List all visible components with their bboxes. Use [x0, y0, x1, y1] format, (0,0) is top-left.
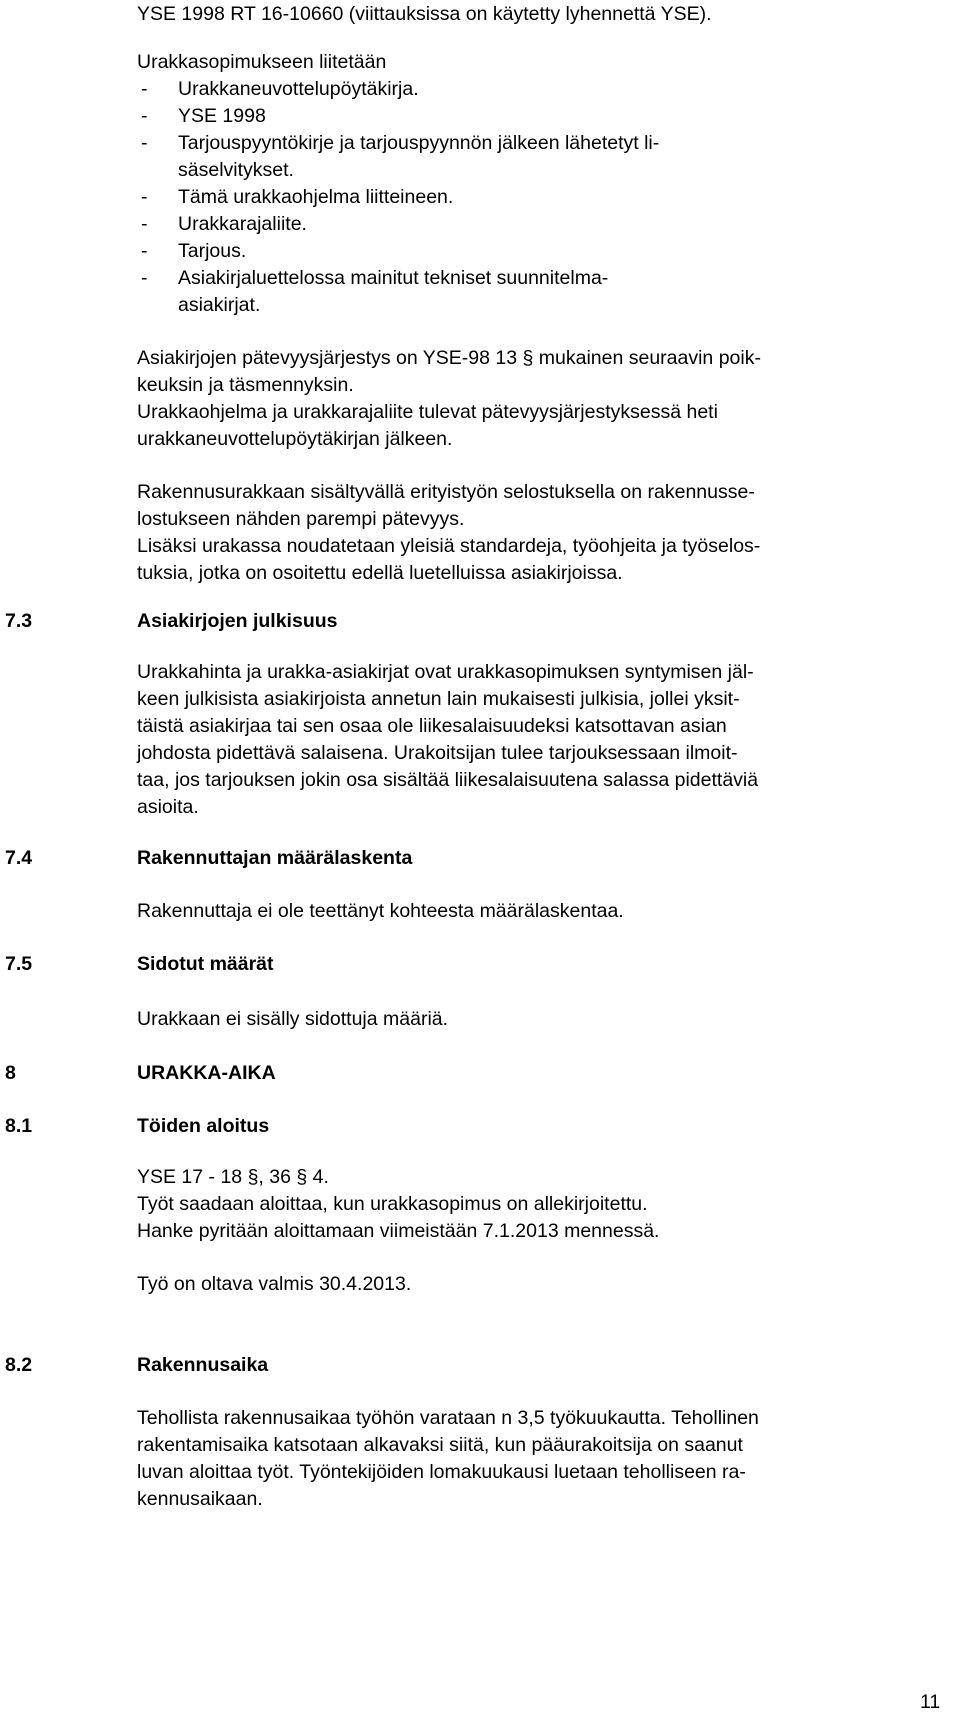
attachments-lead: Urakkasopimukseen liitetään	[137, 51, 387, 73]
list-item: Tarjous.	[178, 240, 247, 262]
section-7-3-line: Urakkahinta ja urakka-asiakirjat ovat urakkasopimuksen syntymisen jäl-	[137, 661, 754, 683]
section-8-1-number: 8.1	[5, 1115, 33, 1137]
section-8-1-line: Hanke pyritään aloittamaan viimeistään 7.1.2013 mennessä.	[137, 1220, 660, 1242]
list-dash: -	[141, 186, 148, 208]
list-dash: -	[141, 105, 148, 127]
list-item: Urakkaneuvottelupöytäkirja.	[178, 78, 419, 100]
validity-para1-line2: keuksin ja täsmennyksin.	[137, 374, 354, 396]
section-7-5-heading: Sidotut määrät	[137, 953, 274, 975]
list-item: Tämä urakkaohjelma liitteineen.	[178, 186, 454, 208]
list-dash: -	[141, 132, 148, 154]
validity-para2-line1: Urakkaohjelma ja urakkarajaliite tulevat pätevyysjärjestyksessä heti	[137, 401, 718, 423]
intro-reference: YSE 1998 RT 16-10660 (viittauksissa on käytetty lyhennettä YSE).	[137, 3, 712, 25]
section-7-4-text: Rakennuttaja ei ole teettänyt kohteesta määrälaskentaa.	[137, 900, 624, 922]
list-item-continuation: asiakirjat.	[178, 294, 261, 316]
list-item: YSE 1998	[178, 105, 266, 127]
section-8-number: 8	[5, 1062, 16, 1084]
section-7-5-number: 7.5	[5, 953, 33, 975]
list-item: Tarjouspyyntökirje ja tarjouspyynnön jälkeen lähetetyt li-	[178, 132, 660, 154]
section-7-3-line: keen julkisista asiakirjoista annetun lain mukaisesti julkisia, jollei yksit-	[137, 688, 740, 710]
section-7-4-number: 7.4	[5, 847, 33, 869]
section-8-2-line: luvan aloittaa työt. Työntekijöiden lomakuukausi luetaan teholliseen ra-	[137, 1461, 746, 1483]
section-8-1-line: Työt saadaan aloittaa, kun urakkasopimus on allekirjoitettu.	[137, 1193, 648, 1215]
section-7-3-line: taa, jos tarjouksen jokin osa sisältää liikesalaisuutena salassa pidettäviä	[137, 769, 759, 791]
list-dash: -	[141, 78, 148, 100]
validity-para4-line2: tuksia, jotka on osoitettu edellä luetelluissa asiakirjoissa.	[137, 562, 623, 584]
section-7-3-number: 7.3	[5, 610, 33, 632]
section-7-4-heading: Rakennuttajan määrälaskenta	[137, 847, 413, 869]
section-8-2-line: kennusaikaan.	[137, 1488, 263, 1510]
list-dash: -	[141, 213, 148, 235]
section-7-3-line: täistä asiakirjaa tai sen osaa ole liikesalaisuudeksi katsottavan asian	[137, 715, 727, 737]
page-number: 11	[920, 1691, 941, 1713]
list-item-continuation: säselvitykset.	[178, 159, 294, 181]
section-7-3-line: asioita.	[137, 796, 199, 818]
section-8-2-number: 8.2	[5, 1354, 33, 1376]
section-8-2-heading: Rakennusaika	[137, 1354, 269, 1376]
validity-para4-line1: Lisäksi urakassa noudatetaan yleisiä standardeja, työohjeita ja työselos-	[137, 535, 761, 557]
section-8-heading: URAKKA-AIKA	[137, 1062, 276, 1084]
section-8-1-completion: Työ on oltava valmis 30.4.2013.	[137, 1273, 412, 1295]
section-7-5-text: Urakkaan ei sisälly sidottuja määriä.	[137, 1008, 449, 1030]
validity-para3-line2: lostukseen nähden parempi pätevyys.	[137, 508, 465, 530]
section-8-1-reference: YSE 17 - 18 §, 36 § 4.	[137, 1166, 329, 1188]
section-8-1-heading: Töiden aloitus	[137, 1115, 270, 1137]
list-dash: -	[141, 240, 148, 262]
section-7-3-line: johdosta pidettävä salaisena. Urakoitsijan tulee tarjouksessaan ilmoit-	[137, 742, 738, 764]
list-item: Urakkarajaliite.	[178, 213, 307, 235]
validity-para2-line2: urakkaneuvottelupöytäkirjan jälkeen.	[137, 428, 453, 450]
validity-para1-line1: Asiakirjojen pätevyysjärjestys on YSE-98 13 § mukainen seuraavin poik-	[137, 347, 761, 369]
section-7-3-heading: Asiakirjojen julkisuus	[137, 610, 338, 632]
list-dash: -	[141, 267, 148, 289]
list-item: Asiakirjaluettelossa mainitut tekniset suunnitelma-	[178, 267, 609, 289]
section-8-2-line: Tehollista rakennusaikaa työhön varataan n 3,5 työkuukautta. Tehollinen	[137, 1407, 759, 1429]
validity-para3-line1: Rakennusurakkaan sisältyvällä erityistyön selostuksella on rakennusse-	[137, 481, 755, 503]
section-8-2-line: rakentamisaika katsotaan alkavaksi siitä, kun pääurakoitsija on saanut	[137, 1434, 743, 1456]
